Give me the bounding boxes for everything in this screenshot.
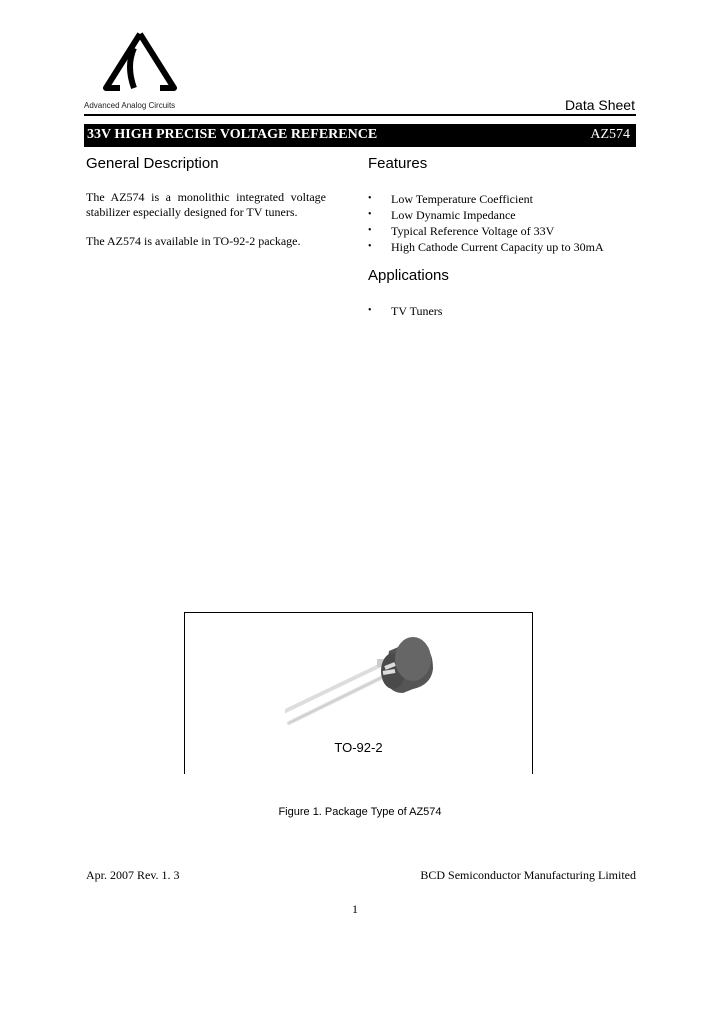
feature-item: • Typical Reference Voltage of 33V xyxy=(368,223,604,239)
application-item: • TV Tuners xyxy=(368,303,442,319)
doc-type: Data Sheet xyxy=(564,97,635,113)
header-rule xyxy=(84,114,636,116)
doc-title: 33V HIGH PRECISE VOLTAGE REFERENCE xyxy=(87,127,378,142)
footer-date-revision: Apr. 2007 Rev. 1. 3 xyxy=(86,868,180,882)
figure-caption: Figure 1. Package Type of AZ574 xyxy=(278,806,442,818)
footer-company: BCD Semiconductor Manufacturing Limited xyxy=(420,868,636,882)
features-list xyxy=(368,191,604,255)
general-description-heading: General Description xyxy=(86,155,219,172)
description-paragraph-1: The AZ574 is a monolithic integrated voltage stabilizer especially designed for TV tuners. xyxy=(86,190,326,219)
feature-item: • Low Temperature Coefficient xyxy=(368,191,604,207)
description-paragraph-2: The AZ574 is available in TO-92-2 package. xyxy=(86,234,301,248)
applications-heading: Applications xyxy=(368,267,449,284)
to92-package-image xyxy=(285,623,445,728)
logo-text: Advanced Analog Circuits xyxy=(84,101,176,110)
package-figure-box xyxy=(184,612,533,774)
page-number: 1 xyxy=(352,902,358,916)
features-heading: Features xyxy=(368,155,428,172)
feature-item: • Low Dynamic Impedance xyxy=(368,207,604,223)
company-logo xyxy=(100,30,180,100)
package-label: TO-92-2 xyxy=(334,740,383,755)
title-bar xyxy=(84,124,636,147)
feature-item: • High Cathode Current Capacity up to 30mA xyxy=(368,239,604,255)
part-number: AZ574 xyxy=(590,127,630,142)
applications-list xyxy=(368,303,442,319)
